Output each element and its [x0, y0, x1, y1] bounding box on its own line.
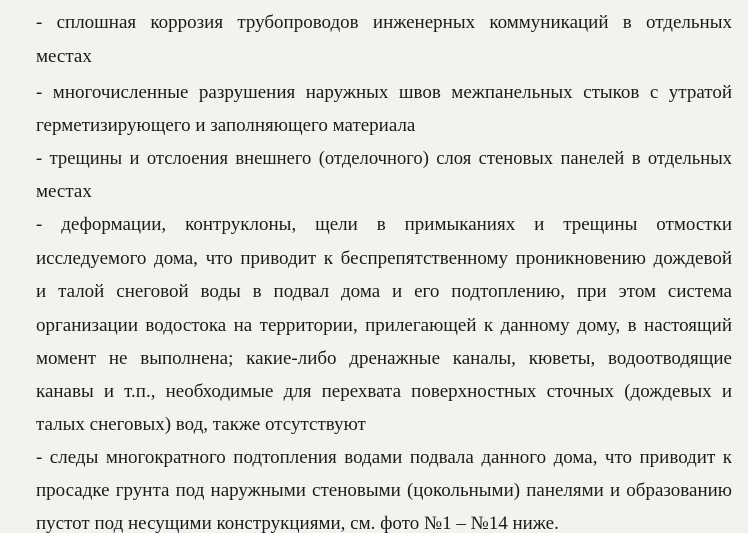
- text-line-14: - следы многократного подтопления водами подвала данного дома, что приводит к: [36, 447, 732, 468]
- text-line-6: местах: [36, 181, 92, 202]
- text-line-3: - многочисленные разрушения наружных швов межпанельных стыков с утратой: [36, 82, 732, 103]
- text-line-13: талых снеговых) вод, также отсутствуют: [36, 414, 366, 435]
- text-line-10: организации водостока на территории, прилегающей к данному дому, в настоящий: [36, 315, 732, 336]
- text-line-7: - деформации, контруклоны, щели в примыканиях и трещины отмостки: [36, 214, 732, 235]
- text-line-12: канавы и т.п., необходимые для перехвата поверхностных сточных (дождевых и: [36, 381, 732, 402]
- text-line-5: - трещины и отслоения внешнего (отделочного) слоя стеновых панелей в отдельных: [36, 148, 732, 169]
- text-line-2: местах: [36, 46, 92, 67]
- text-line-4: герметизирующего и заполняющего материала: [36, 115, 416, 136]
- text-line-1: - сплошная коррозия трубопроводов инженерных коммуникаций в отдельных: [36, 12, 732, 33]
- text-line-8: исследуемого дома, что приводит к беспрепятственному проникновению дождевой: [36, 248, 732, 269]
- text-line-16: пустот под несущими конструкциями, см. фото №1 – №14 ниже.: [36, 513, 559, 533]
- text-line-9: и талой снеговой воды в подвал дома и его подтоплению, при этом система: [36, 281, 732, 302]
- text-line-15: просадке грунта под наружными стеновыми (цокольными) панелями и образованию: [36, 480, 732, 501]
- text-line-11: момент не выполнена; какие-либо дренажные каналы, кюветы, водоотводящие: [36, 348, 732, 369]
